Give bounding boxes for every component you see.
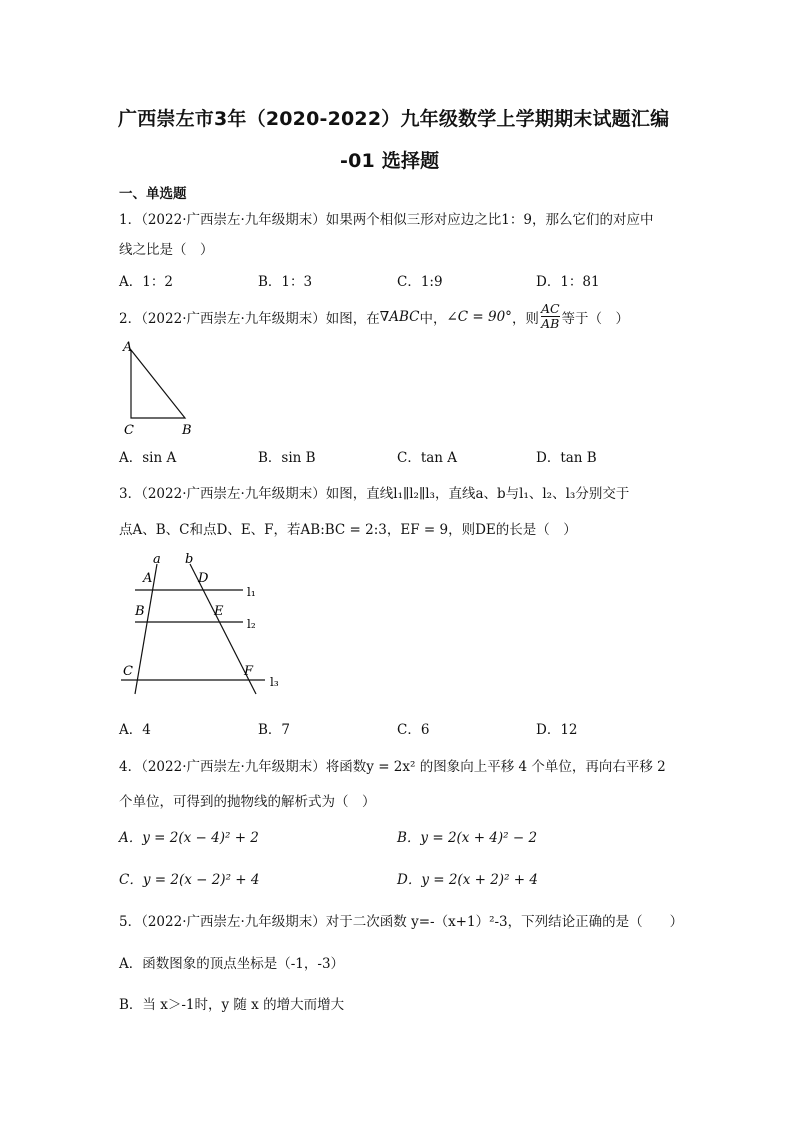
q5-text: 5．（2022·广西崇左·九年级期末）对于二次函数 y=-（x+1）²-3，下列结论正确的是（ ）	[119, 914, 684, 930]
q4-option-c: C．y = 2(x − 2)² + 4	[119, 872, 260, 888]
q2-text	[119, 302, 629, 331]
q5-option-b: B．当 x＞-1时，y 随 x 的增大而增大	[119, 997, 345, 1013]
q2-angle: ∠C = 90°	[446, 308, 512, 325]
q1-text-line1: 1．（2022·广西崇左·九年级期末）如果两个相似三形对应边之比1：9，那么它们的对应中	[119, 212, 654, 228]
fig3-label-E: E	[214, 604, 224, 619]
q3-option-c: C．6	[397, 722, 430, 738]
q2-frac-numerator: AC	[540, 301, 560, 316]
q5-option-a: A．函数图象的顶点坐标是（-1，-3）	[119, 956, 345, 972]
q3-option-d: D．12	[536, 722, 578, 738]
q4-text-line2: 个单位，可得到的抛物线的解析式为（ ）	[119, 794, 376, 810]
fig3-label-l1: l₁	[247, 585, 256, 599]
fig3-label-D: D	[198, 571, 209, 586]
fig2-label-b: B	[182, 423, 192, 438]
q2-suffix: 等于（ ）	[561, 310, 630, 327]
fig2-label-c: C	[124, 423, 134, 438]
q1-option-d: D．1：81	[536, 274, 600, 290]
q3-text-line2: 点A、B、C和点D、E、F，若AB:BC = 2:3，EF = 9，则DE的长是（ ）	[119, 522, 577, 538]
fig3-label-a: a	[153, 552, 161, 567]
q2-mid: 中，	[419, 310, 447, 327]
q2-option-a: A．sin A	[119, 450, 177, 466]
q1-text-line2: 线之比是（ ）	[119, 242, 214, 258]
q2-then: ，则	[511, 310, 539, 327]
fig3-label-A: A	[143, 571, 153, 586]
q1-option-a: A．1：2	[119, 274, 173, 290]
q3-parallel-lines-figure	[115, 552, 290, 697]
q1-option-c: C．1:9	[397, 274, 443, 290]
q2-option-c: C．tan A	[397, 450, 458, 466]
q3-option-b: B．7	[258, 722, 291, 738]
triangle-shape	[131, 350, 185, 418]
page-title-line1: 广西崇左市3年（2020-2022）九年级数学上学期期末试题汇编	[118, 108, 670, 130]
fig3-label-B: B	[135, 604, 145, 619]
q2-triangle: ∇ABC	[379, 308, 420, 325]
q1-option-b: B．1：3	[258, 274, 313, 290]
fig3-label-b: b	[185, 552, 194, 567]
q2-frac-denominator: AB	[541, 316, 560, 331]
q3-text-line1: 3．（2022·广西崇左·九年级期末）如图，直线l₁∥l₂∥l₃，直线a、b与l₁、l₂、l₃分别交于	[119, 486, 630, 502]
fig3-label-l2: l₂	[247, 617, 256, 631]
fig3-label-C: C	[123, 664, 133, 679]
q4-text-line1: 4．（2022·广西崇左·九年级期末）将函数y = 2x² 的图象向上平移 4 个单位，再向右平移 2	[119, 759, 666, 775]
fig3-label-l3: l₃	[270, 675, 279, 689]
fig2-label-a: A	[123, 340, 133, 355]
q4-option-d: D．y = 2(x + 2)² + 4	[397, 872, 538, 888]
section-heading: 一、单选题	[119, 186, 187, 202]
page-title-line2: -01 选择题	[340, 150, 440, 172]
fig3-label-F: F	[244, 664, 254, 679]
q2-prefix: 2．（2022·广西崇左·九年级期末）如图，在	[119, 310, 380, 327]
q2-option-b: B．sin B	[258, 450, 316, 466]
q4-option-a: A．y = 2(x − 4)² + 2	[119, 830, 259, 846]
q2-fraction	[541, 302, 560, 331]
q2-triangle-figure	[115, 338, 205, 438]
q2-option-d: D．tan B	[536, 450, 597, 466]
q3-option-a: A．4	[119, 722, 151, 738]
q4-option-b: B．y = 2(x + 4)² − 2	[397, 830, 538, 846]
